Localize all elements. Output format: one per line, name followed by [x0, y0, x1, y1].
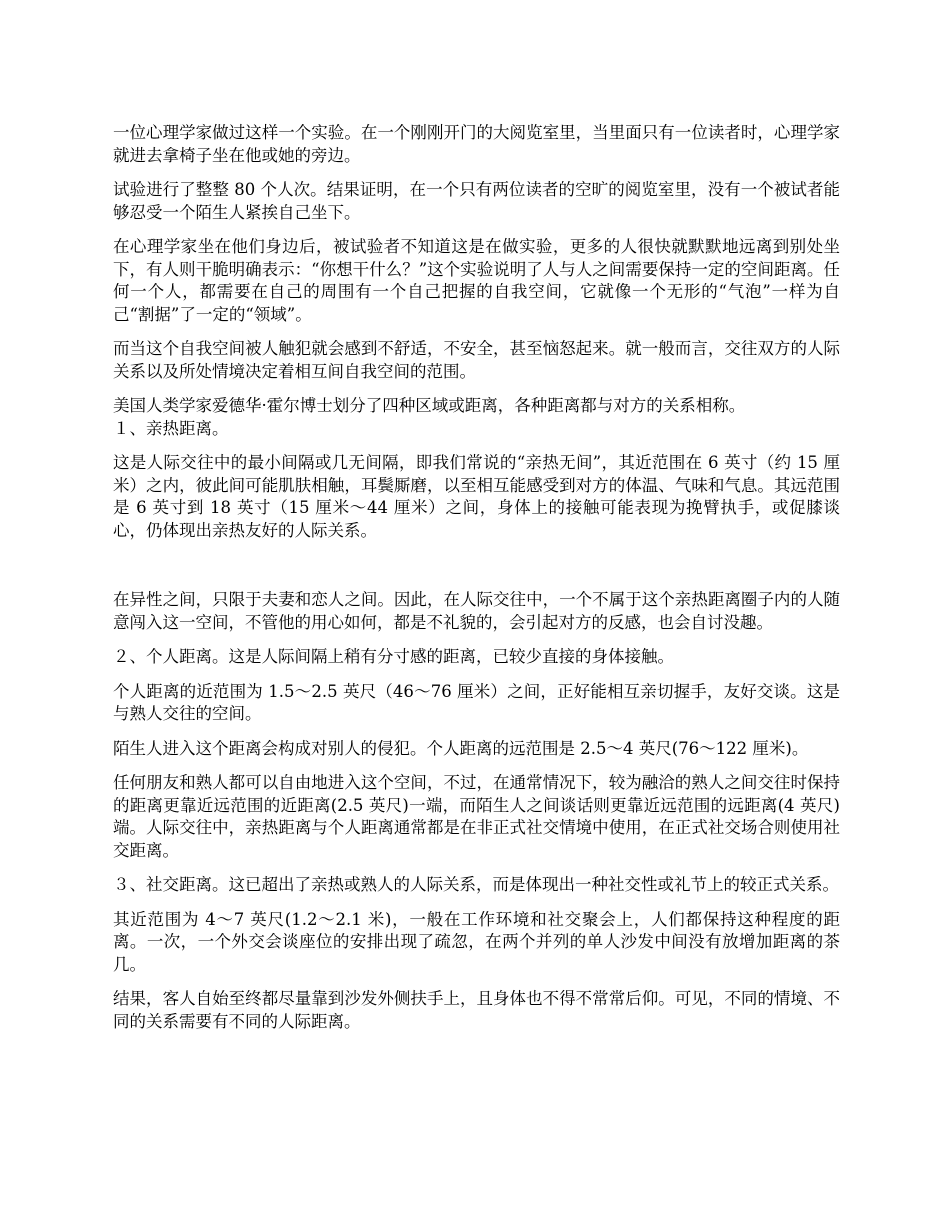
paragraph: 结果，客人自始至终都尽量靠到沙发外侧扶手上，且身体也不得不常常后仰。可见，不同的情境、不同的关系需要有不同的人际距离。 [113, 989, 840, 1031]
document-body [113, 122, 840, 1045]
section-heading: １、亲热距离。 [113, 418, 229, 438]
paragraph: 在异性之间，只限于夫妻和恋人之间。因此，在人际交往中，一个不属于这个亲热距离圈子内的人随意闯入这一空间，不管他的用心如何，都是不礼貌的，会引起对方的反感，也会自讨没趣。 [113, 590, 840, 632]
paragraph: 任何朋友和熟人都可以自由地进入这个空间，不过，在通常情况下，较为融洽的熟人之间交往时保持的距离更靠近远范围的近距离(2.5 英尺)一端，而陌生人之间谈话则更靠近远范围的远距离(4 英尺)端。人际交往中，亲热距离与个人距离通常都是在非正式社交情境中使用，在正式社交场合则使用社交距离。 [113, 773, 840, 860]
paragraph: 一位心理学家做过这样一个实验。在一个刚刚开门的大阅览室里，当里面只有一位读者时，心理学家就进去拿椅子坐在他或她的旁边。 [113, 123, 840, 165]
paragraph: 个人距离的近范围为 1.5～2.5 英尺（46～76 厘米）之间，正好能相互亲切握手，友好交谈。这是与熟人交往的空间。 [113, 681, 840, 723]
paragraph: 陌生人进入这个距离会构成对别人的侵犯。个人距离的远范围是 2.5～4 英尺(76～122 厘米)。 [113, 738, 809, 758]
paragraph: 试验进行了整整 80 个人次。结果证明，在一个只有两位读者的空旷的阅览室里，没有一个被试者能够忍受一个陌生人紧挨自己坐下。 [113, 180, 840, 222]
section-heading: ２、个人距离。这是人际间隔上稍有分寸感的距离，已较少直接的身体接触。 [113, 647, 674, 666]
paragraph: 其近范围为 4～7 英尺(1.2～2.1 米)，一般在工作环境和社交聚会上，人们都保持这种程度的距离。一次，一个外交会谈座位的安排出现了疏忽，在两个并列的单人沙发中间没有放增加距离的茶几。 [113, 909, 840, 974]
paragraph: 这是人际交往中的最小间隔或几无间隔，即我们常说的“亲热无间”，其近范围在 6 英寸（约 15 厘米）之内，彼此间可能肌肤相触，耳鬓厮磨，以至相互能感受到对方的体温、气味和气息。其远范围是 6 英寸到 18 英寸（15 厘米～44 厘米）之间，身体上的接触可能表现为挽臂执手，或促膝谈心，仍体现出亲热友好的人际关系。 [113, 453, 840, 540]
section-heading: ３、社交距离。这已超出了亲热或熟人的人际关系，而是体现出一种社交性或礼节上的较正式关系。 [113, 875, 839, 894]
paragraph: 在心理学家坐在他们身边后，被试验者不知道这是在做实验，更多的人很快就默默地远离到别处坐下，有人则干脆明确表示：“你想干什么？”这个实验说明了人与人之间需要保持一定的空间距离。任何一个人，都需要在自己的周围有一个自己把握的自我空间，它就像一个无形的“气泡”一样为自己“割据”了一定的“领域”。 [113, 237, 840, 324]
paragraph: 而当这个自我空间被人触犯就会感到不舒适，不安全，甚至恼怒起来。就一般而言，交往双方的人际关系以及所处情境决定着相互间自我空间的范围。 [113, 339, 840, 381]
paragraph: 美国人类学家爱德华·霍尔博士划分了四种区域或距离，各种距离都与对方的关系相称。 [113, 396, 746, 415]
